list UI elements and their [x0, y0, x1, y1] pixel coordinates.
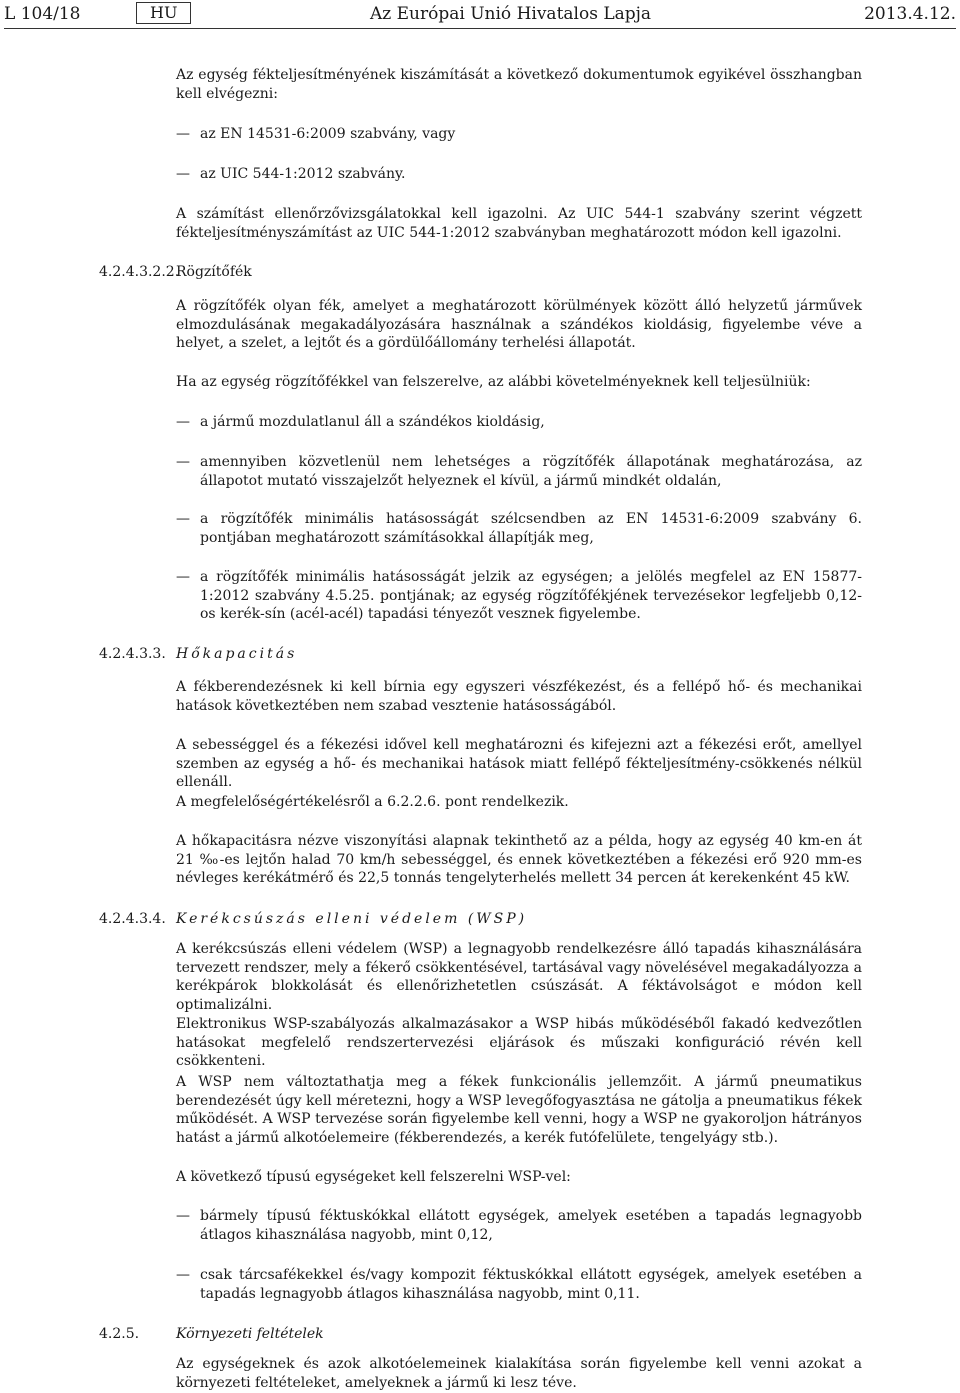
header-rule [4, 28, 956, 29]
section-title-thermal-capacity: Hőkapacitás [176, 646, 298, 662]
wsp-paragraph: A kerékcsúszás elleni védelem (WSP) a legnagyobb rendelkezésre álló tapadás kihasználására tervezett rendszer, mely a fékerő csökkentésével, tartásával vagy növelésével megakadályozza a kerékpárok blokkolását és ellenőrizhetetlen csúszását. A féktávolságot e módon kell optimalizálni. [176, 941, 862, 1013]
wsp-paragraph: Elektronikus WSP-szabályozás alkalmazásakor a WSP hibás működéséből fakadó kedvezőtlen hatásokat megfelelő rendszertervezési eljárások és műszaki konfiguráció révén kell csökkenteni. [176, 1016, 862, 1069]
section-title-parking-brake: Rögzítőfék [176, 264, 252, 280]
requirement-item [176, 413, 862, 432]
thermal-paragraph: A sebességgel és a fékezési idővel kell meghatározni és kifejezni azt a fékezési erőt, amellyel szemben az egység a hő- és mechanikai hatások miatt fellépő fékteljesítmény-csökkenés nélkül ellenáll. [176, 737, 862, 790]
thermal-paragraph: A fékberendezésnek ki kell bírnia egy egyszeri vészfékezést, és a fellépő hő- és mechanikai hatások következtében nem szabad vesztenie hatásosságából. [176, 679, 862, 714]
intro-item [176, 165, 862, 184]
calc-paragraph: A számítást ellenőrzővizsgálatokkal kell igazolni. Az UIC 544-1 szabvány szerint végzett fékteljesítményszámítást az UIC 544-1:2012 szabványban meghatározott módon kell igazolni. [176, 206, 862, 241]
requirement-item-text: a rögzítőfék minimális hatásosságát jelzik az egységen; a jelölés megfelel az EN 15877-1:2012 szabvány 4.5.25. pontjának; az egység rögzítőfékjének tervezésekor legfeljebb 0,12-os kerék-sín (acél-acél) tapadási tényezőt vesznek figyelembe. [200, 569, 862, 622]
intro-item-text: az EN 14531-6:2009 szabvány, vagy [200, 126, 456, 142]
section-number: 4.2.5. [99, 1326, 140, 1342]
dash-bullet: — [176, 1267, 190, 1283]
requirement-item [176, 510, 862, 547]
section-number: 4.2.4.3.2.2. [99, 264, 180, 280]
dash-bullet: — [176, 454, 190, 470]
dash-bullet: — [176, 414, 190, 430]
dash-bullet: — [176, 1208, 190, 1224]
section-number: 4.2.4.3.4. [99, 911, 166, 927]
intro-item-text: az UIC 544-1:2012 szabvány. [200, 166, 406, 182]
wsp-unit-item-text: csak tárcsafékekkel és/vagy kompozit féktuskókkal ellátott egységek, amelyek esetében a tapadás legnagyobb átlagos kihasználása nagyobb, mint 0,11. [200, 1267, 862, 1302]
wsp-unit-item-text: bármely típusú féktuskókkal ellátott egységek, amelyek esetében a tapadás legnagyobb átlagos kihasználása nagyobb, mint 0,12, [200, 1208, 862, 1243]
requirement-item-text: a jármű mozdulatlanul áll a szándékos kioldásig, [200, 414, 545, 430]
wsp-paragraph: A WSP nem változtathatja meg a fékek funkcionális jellemzőit. A jármű pneumatikus berendezését úgy kell méretezni, hogy a WSP levegőfogyasztása ne gátolja a pneumatikus fékek működését. A WSP tervezése során figyelembe kell venni, hogy a WSP ne gyakoroljon hátrányos hatást a jármű alkotóelemeire (fékberendezés, a kerék futófelülete, tengelyágy stb.). [176, 1074, 862, 1146]
journal-title: Az Európai Unió Hivatalos Lapja [370, 4, 652, 24]
parking-brake-requirements-intro: Ha az egység rögzítőfékkel van felszerelve, az alábbi követelményeknek kell teljesülniük: [176, 374, 811, 390]
page-reference: L 104/18 [4, 4, 81, 24]
environmental-paragraph: Az egységeknek és azok alkotóelemeinek kialakítása során figyelembe kell venni azokat a környezeti feltételeket, amelyeknek a jármű ki lesz téve. [176, 1356, 862, 1391]
publication-date: 2013.4.12. [864, 4, 956, 24]
requirement-item-text: a rögzítőfék minimális hatásosságát szélcsendben az EN 14531-6:2009 szabvány 6. pontjában meghatározott számításokkal állapítják meg, [200, 511, 862, 546]
requirement-item [176, 453, 862, 490]
wsp-unit-item [176, 1207, 862, 1244]
requirement-item [176, 568, 862, 624]
language-badge: HU [136, 2, 191, 24]
intro-paragraph: Az egység fékteljesítményének kiszámítását a következő dokumentumok egyikével összhangban kell elvégezni: [176, 67, 862, 102]
dash-bullet: — [176, 166, 190, 182]
intro-item [176, 125, 862, 144]
page-header [4, 2, 956, 28]
parking-brake-definition: A rögzítőfék olyan fék, amelyet a meghatározott körülmények között álló helyzetű járművek elmozdulásának megakadályozására használnak a szándékos kioldásig, figyelembe véve a helyet, a szelet, a lejtőt és a gördülőállomány terhelési állapotát. [176, 298, 862, 351]
wsp-unit-item [176, 1266, 862, 1303]
section-number: 4.2.4.3.3. [99, 646, 166, 662]
dash-bullet: — [176, 511, 190, 527]
wsp-paragraph: A következő típusú egységeket kell felszerelni WSP-vel: [176, 1169, 571, 1185]
dash-bullet: — [176, 126, 190, 142]
thermal-paragraph: A hőkapacitásra nézve viszonyítási alapnak tekinthető az a példa, hogy az egység 40 km-en át 21 ‰-es lejtőn halad 70 km/h sebességgel, és ennek következtében a fékezési erő 920 mm-es névleges kerékátmérő és 22,5 tonnás tengelyterhelés mellett 34 percen át kerekenként 45 kW. [176, 833, 862, 886]
dash-bullet: — [176, 569, 190, 585]
thermal-paragraph: A megfelelőségértékelésről a 6.2.2.6. pont rendelkezik. [176, 794, 569, 810]
requirement-item-text: amennyiben közvetlenül nem lehetséges a rögzítőfék állapotának meghatározása, az állapotot mutató visszajelzőt helyeznek el kívül, a jármű mindkét oldalán, [200, 454, 862, 489]
section-title-wsp: Kerékcsúszás elleni védelem (WSP) [176, 911, 528, 927]
section-title-environmental-conditions: Környezeti feltételek [176, 1326, 324, 1342]
